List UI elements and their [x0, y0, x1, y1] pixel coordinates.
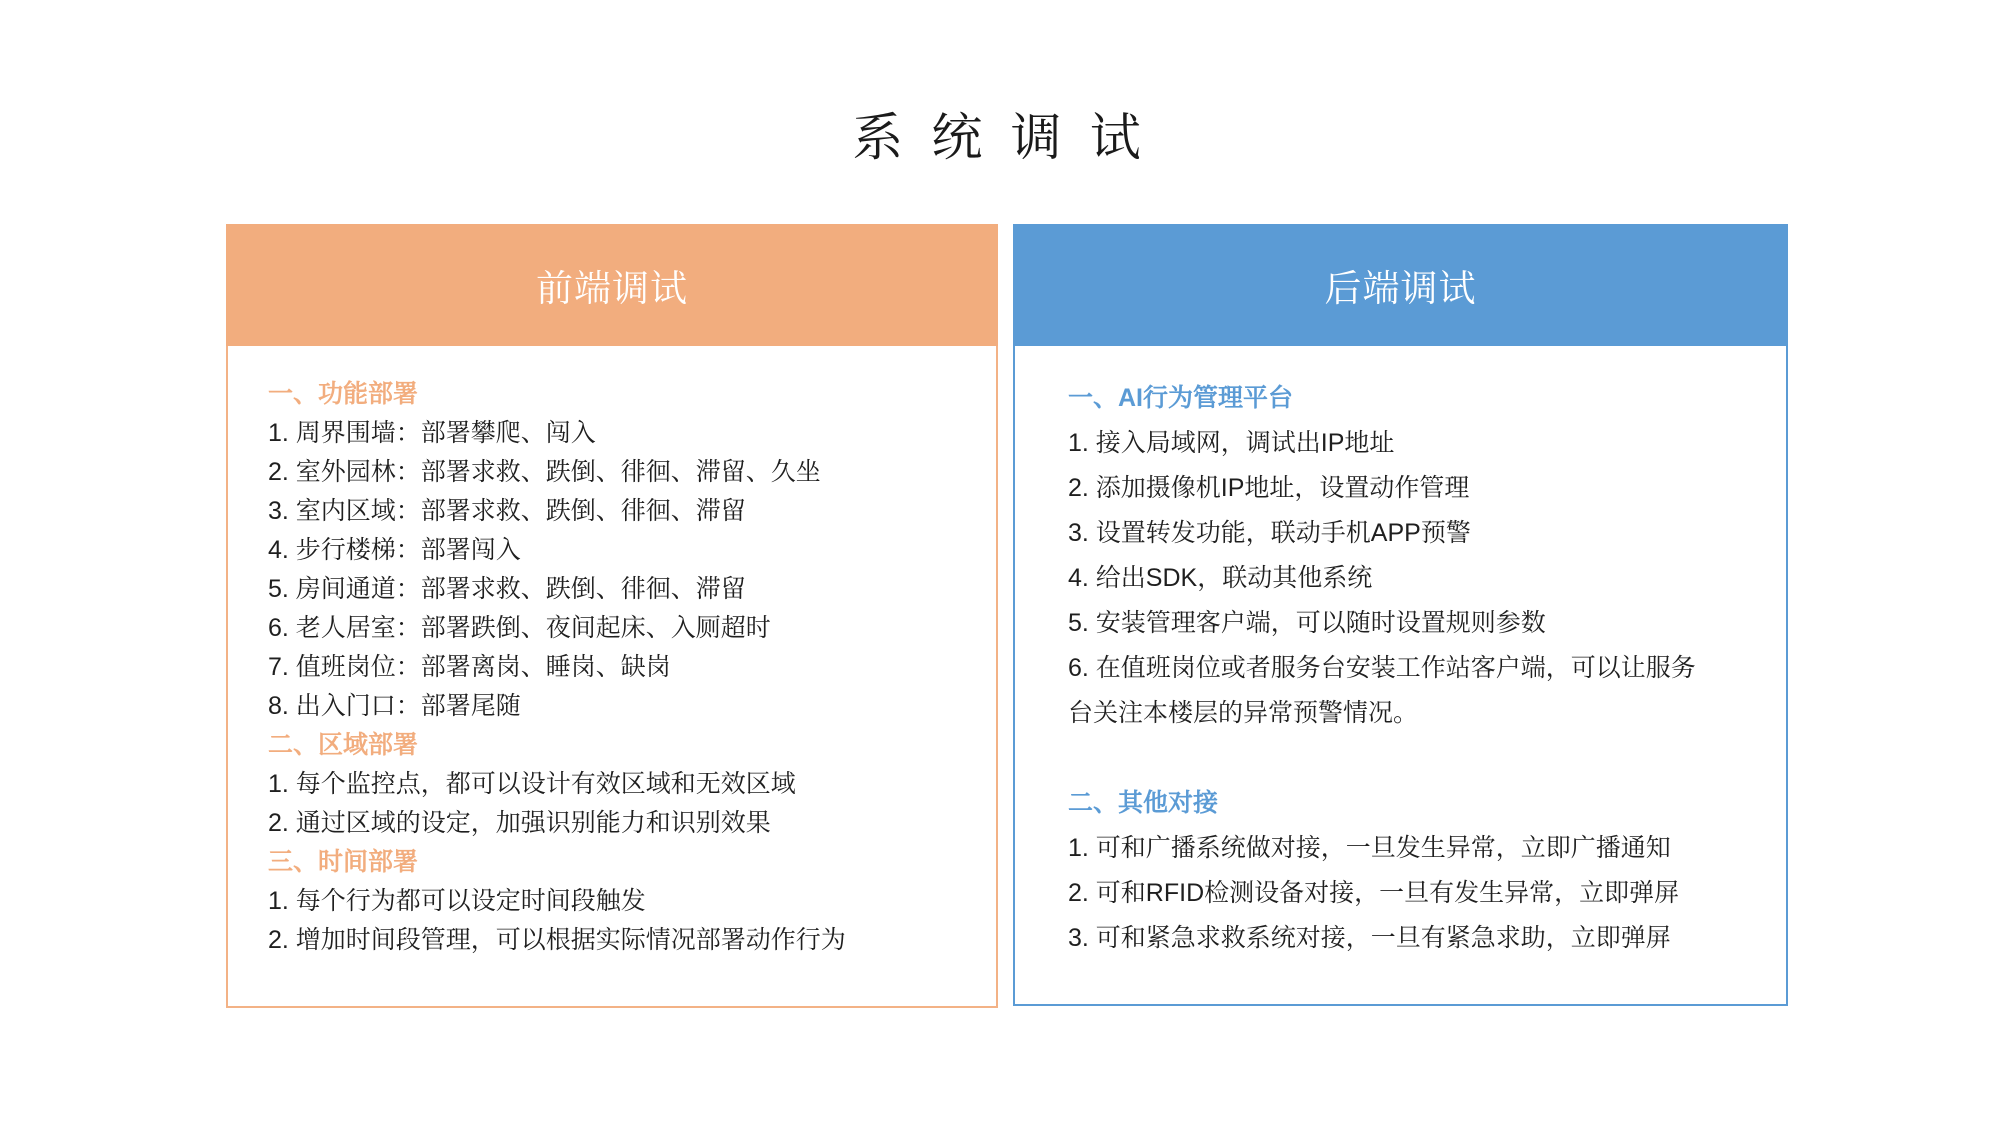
section-area-deploy [268, 726, 968, 843]
list-item: 3. 室内区域：部署求救、跌倒、徘徊、滞留 [268, 497, 746, 525]
list-item: 1. 可和广播系统做对接，一旦发生异常，立即广播通知 [1068, 834, 1671, 862]
panel-backend-body [1015, 346, 1786, 961]
list-item: 4. 给出SDK，联动其他系统 [1068, 564, 1373, 592]
list-item: 6. 在值班岗位或者服务台安装工作站客户端，可以让服务台关注本楼层的异常预警情况。 [1068, 654, 1696, 727]
section-time-deploy [268, 843, 968, 960]
section-other-integration [1068, 781, 1714, 961]
slide-title: 系 统 调 试 [852, 109, 1148, 166]
section-heading: 二、其他对接 [1068, 789, 1219, 817]
list-item: 7. 值班岗位：部署离岗、睡岗、缺岗 [268, 653, 671, 681]
list-item: 3. 设置转发功能，联动手机APP预警 [1068, 519, 1471, 547]
list-item: 2. 通过区域的设定，加强识别能力和识别效果 [268, 809, 771, 837]
list-item: 3. 可和紧急求救系统对接，一旦有紧急求助，立即弹屏 [1068, 924, 1671, 952]
list-item: 8. 出入门口：部署尾随 [268, 692, 521, 720]
panel-frontend-body [228, 346, 996, 960]
list-item: 5. 房间通道：部署求救、跌倒、徘徊、滞留 [268, 575, 746, 603]
list-item: 4. 步行楼梯：部署闯入 [268, 536, 521, 564]
list-item: 1. 每个监控点，都可以设计有效区域和无效区域 [268, 770, 796, 798]
list-item: 2. 可和RFID检测设备对接，一旦有发生异常，立即弹屏 [1068, 879, 1680, 907]
panel-frontend-header: 前端调试 [226, 224, 998, 346]
section-heading: 一、AI行为管理平台 [1068, 384, 1294, 412]
panel-frontend-debug [226, 224, 998, 1008]
section-heading: 三、时间部署 [268, 848, 419, 876]
list-item: 1. 周界围墙：部署攀爬、闯入 [268, 419, 596, 447]
list-item: 1. 接入局域网，调试出IP地址 [1068, 429, 1395, 457]
panel-backend-debug [1013, 224, 1788, 1006]
list-item: 2. 添加摄像机IP地址，设置动作管理 [1068, 474, 1470, 502]
section-function-deploy [268, 375, 968, 726]
section-ai-platform [1068, 376, 1714, 736]
list-item: 2. 增加时间段管理，可以根据实际情况部署动作行为 [268, 926, 846, 954]
section-heading: 二、区域部署 [268, 731, 419, 759]
list-item: 6. 老人居室：部署跌倒、夜间起床、入厕超时 [268, 614, 771, 642]
list-item: 2. 室外园林：部署求救、跌倒、徘徊、滞留、久坐 [268, 458, 821, 486]
section-heading: 一、功能部署 [268, 380, 419, 408]
list-item: 1. 每个行为都可以设定时间段触发 [268, 887, 646, 915]
list-item: 5. 安装管理客户端，可以随时设置规则参数 [1068, 609, 1546, 637]
panel-backend-header: 后端调试 [1013, 224, 1788, 346]
